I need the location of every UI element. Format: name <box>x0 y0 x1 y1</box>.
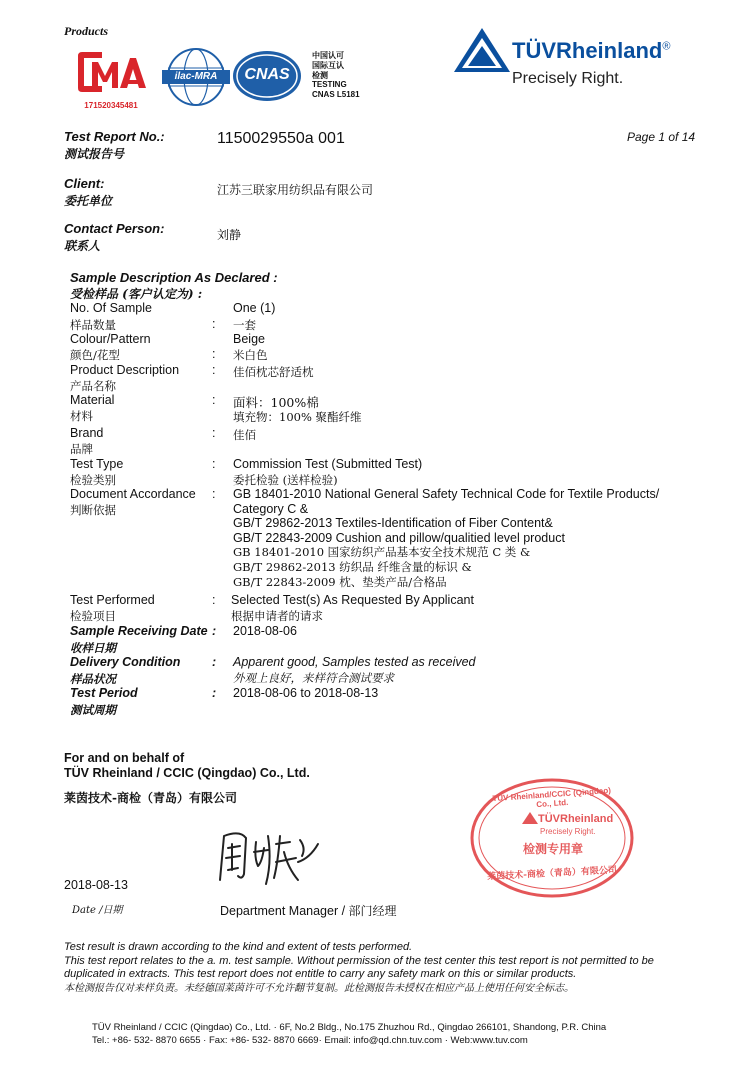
colon: : <box>212 426 216 440</box>
no-of-sample-value-cn: 一套 <box>233 318 256 332</box>
cnas-cn-2: 国际互认 <box>312 60 344 70</box>
behalf-cn: 莱茵技术-商检（青岛）有限公司 <box>64 791 237 805</box>
colon: : <box>212 655 217 669</box>
footer-note-cn: 本检测报告仅对来样负责。未经德国莱茵许可不允许翻节复制。此检测报告未授权在相应产品上使用任何安全标志。 <box>64 982 574 994</box>
client-value: 江苏三联家用纺织品有限公司 <box>217 183 374 197</box>
product-label-cn: 产品名称 <box>70 379 116 393</box>
report-number: 1150029550a 001 <box>217 130 345 147</box>
cnas-text-block <box>312 50 360 100</box>
report-no-label-cn: 测试报告号 <box>64 147 125 161</box>
colon: : <box>212 624 217 638</box>
colon: : <box>212 347 216 361</box>
colour-value-cn: 米白色 <box>233 348 268 362</box>
product-value: 佳佰枕芯舒适枕 <box>233 365 314 379</box>
delivery-condition-label: Delivery Condition <box>70 655 181 669</box>
test-period-value: 2018-08-06 to 2018-08-13 <box>233 686 379 700</box>
manager-title <box>220 902 397 919</box>
stamp-top-text: TÜV Rheinland/CCIC (Qingdao) Co., Ltd. <box>492 785 612 810</box>
cma-number: 171520345481 <box>84 101 138 110</box>
test-performed-label: Test Performed <box>70 593 155 607</box>
colon: : <box>212 457 216 471</box>
document-accordance-list <box>233 487 659 589</box>
no-of-sample-label-cn: 样品数量 <box>70 318 116 332</box>
contact-label: Contact Person: <box>64 221 165 236</box>
signature-image <box>210 822 330 894</box>
document-line: GB/T 29862-2013 纺织品 纤维含量的标识 & <box>233 559 472 574</box>
tuv-reg: ® <box>662 40 671 53</box>
stamp-tagline: Precisely Right. <box>540 827 596 836</box>
tuv-tagline: Precisely Right. <box>512 70 624 87</box>
colour-label: Colour/Pattern <box>70 332 151 346</box>
products-label: Products <box>64 24 109 38</box>
document-line: GB 18401-2010 国家纺织产品基本安全技术规范 C 类 & <box>233 545 531 560</box>
ilac-label: ilac-MRA <box>174 71 218 82</box>
contact-label-cn: 联系人 <box>64 239 101 253</box>
document-line: GB 18401-2010 National General Safety Technical Code for Textile Products/ <box>233 487 660 501</box>
stamp-brand: TÜVRheinland <box>538 813 614 825</box>
no-of-sample-label: No. Of Sample <box>70 301 152 315</box>
test-type-value-cn: 委托检验 (送样检验) <box>233 473 338 487</box>
colon: : <box>212 393 216 407</box>
test-performed-label-cn: 检验项目 <box>70 609 116 623</box>
footer-contact: Tel.: +86- 532- 8870 6655 · Fax: +86- 532- 8870 6669· Email: info@qd.chn.tuv.com · Web:www.tuv.com <box>92 1034 528 1046</box>
document-accordance-label-cn: 判断依据 <box>70 503 116 517</box>
footer-note: Test result is drawn according to the kind and extent of tests performed. <box>64 941 413 953</box>
manager-title-en: Department Manager / <box>220 904 346 918</box>
brand-label-cn: 品牌 <box>70 442 93 456</box>
document-line: GB/T 22843-2009 Cushion and pillow/qualitied level product <box>233 530 565 545</box>
brand-label: Brand <box>70 426 104 440</box>
receiving-date-label-cn: 收样日期 <box>70 641 116 655</box>
product-label: Product Description <box>70 363 180 377</box>
sample-heading-cn: 受检样品 (客户认定为) : <box>70 287 203 301</box>
manager-title-cn: 部门经理 <box>348 904 397 918</box>
document-line: Category C & <box>233 501 309 516</box>
material-value-1: 面料：100%棉 <box>233 395 319 410</box>
delivery-condition-value-cn: 外观上良好，来样符合测试要求 <box>233 671 394 685</box>
signoff-date: 2018-08-13 <box>64 878 128 892</box>
delivery-condition-value: Apparent good, Samples tested as received <box>233 655 476 669</box>
footer-note: duplicated in extracts. This test report does not entitle to carry any safety mark on this or similar products. <box>64 968 577 980</box>
brand-value: 佳佰 <box>233 428 256 442</box>
test-period-label-cn: 测试周期 <box>70 703 116 717</box>
colon: : <box>212 487 216 501</box>
colon: : <box>212 593 216 607</box>
cma-logo <box>72 50 150 108</box>
footer-note: This test report relates to the a. m. test sample. Without permission of the test center this test report is not permitted to be <box>64 954 654 967</box>
cnas-number: CNAS L5181 <box>312 90 360 99</box>
receiving-date-label: Sample Receiving Date <box>70 624 208 638</box>
test-performed-value: Selected Test(s) As Requested By Applicant <box>231 593 474 607</box>
behalf-line-1: For and on behalf of <box>64 751 185 765</box>
document-line: GB/T 22843-2009 枕、垫类产品/合格品 <box>233 574 447 589</box>
colour-label-cn: 颜色/花型 <box>70 348 120 362</box>
no-of-sample-value: One (1) <box>233 301 276 315</box>
cma-mark-icon <box>72 50 150 94</box>
contact-value: 刘静 <box>217 228 242 242</box>
tuv-brand <box>512 38 670 64</box>
test-performed-value-cn: 根据申请者的请求 <box>231 609 323 623</box>
delivery-condition-label-cn: 样品状况 <box>70 672 116 686</box>
test-type-label-cn: 检验类别 <box>70 473 116 487</box>
document-line: GB/T 29862-2013 Textiles-Identification of Fiber Content& <box>233 516 553 531</box>
cnas-cn-1: 中国认可 <box>312 50 344 60</box>
footer-address-block <box>92 1022 606 1047</box>
tuv-triangle-logo <box>452 26 512 78</box>
cnas-testing: TESTING <box>312 80 347 89</box>
tuv-triangle-icon <box>452 26 512 76</box>
sample-heading: Sample Description As Declared : <box>70 270 278 285</box>
material-label-cn: 材料 <box>70 409 93 423</box>
ilac-logo <box>162 46 230 108</box>
material-value-2: 填充物：100% 聚酯纤维 <box>233 410 362 424</box>
test-period-label: Test Period <box>70 686 138 700</box>
test-type-label: Test Type <box>70 457 124 471</box>
colon: : <box>212 363 216 377</box>
report-no-label: Test Report No.: <box>64 129 165 144</box>
client-label-cn: 委托单位 <box>64 194 113 208</box>
stamp-seal-text: 检测专用章 <box>522 842 583 856</box>
page-indicator: Page 1 of 14 <box>627 130 696 144</box>
cnas-label: CNAS <box>244 66 290 83</box>
stamp-bottom-text: 莱茵技术-商检（青岛）有限公司 <box>487 865 618 883</box>
tuv-brand-text: TÜVRheinland <box>512 38 663 63</box>
colon: : <box>212 317 216 331</box>
client-label: Client: <box>64 176 105 191</box>
footer-address: TÜV Rheinland / CCIC (Qingdao) Co., Ltd. · 6F, No.2 Bldg., No.175 Zhuzhou Rd., Qingdao 266101, Shandong, P.R. China <box>92 1022 607 1033</box>
behalf-line-2: TÜV Rheinland / CCIC (Qingdao) Co., Ltd. <box>64 766 310 780</box>
document-accordance-label: Document Accordance <box>70 487 196 501</box>
colour-value: Beige <box>233 332 265 346</box>
material-label: Material <box>70 393 115 407</box>
footer-notes <box>64 941 744 995</box>
company-stamp <box>468 776 636 900</box>
colon: : <box>212 686 217 700</box>
test-type-value: Commission Test (Submitted Test) <box>233 457 423 471</box>
receiving-date-value: 2018-08-06 <box>233 624 297 638</box>
date-label: Date /日期 <box>72 905 123 916</box>
cnas-logo <box>232 50 302 102</box>
cnas-cn-3: 检测 <box>312 70 328 80</box>
